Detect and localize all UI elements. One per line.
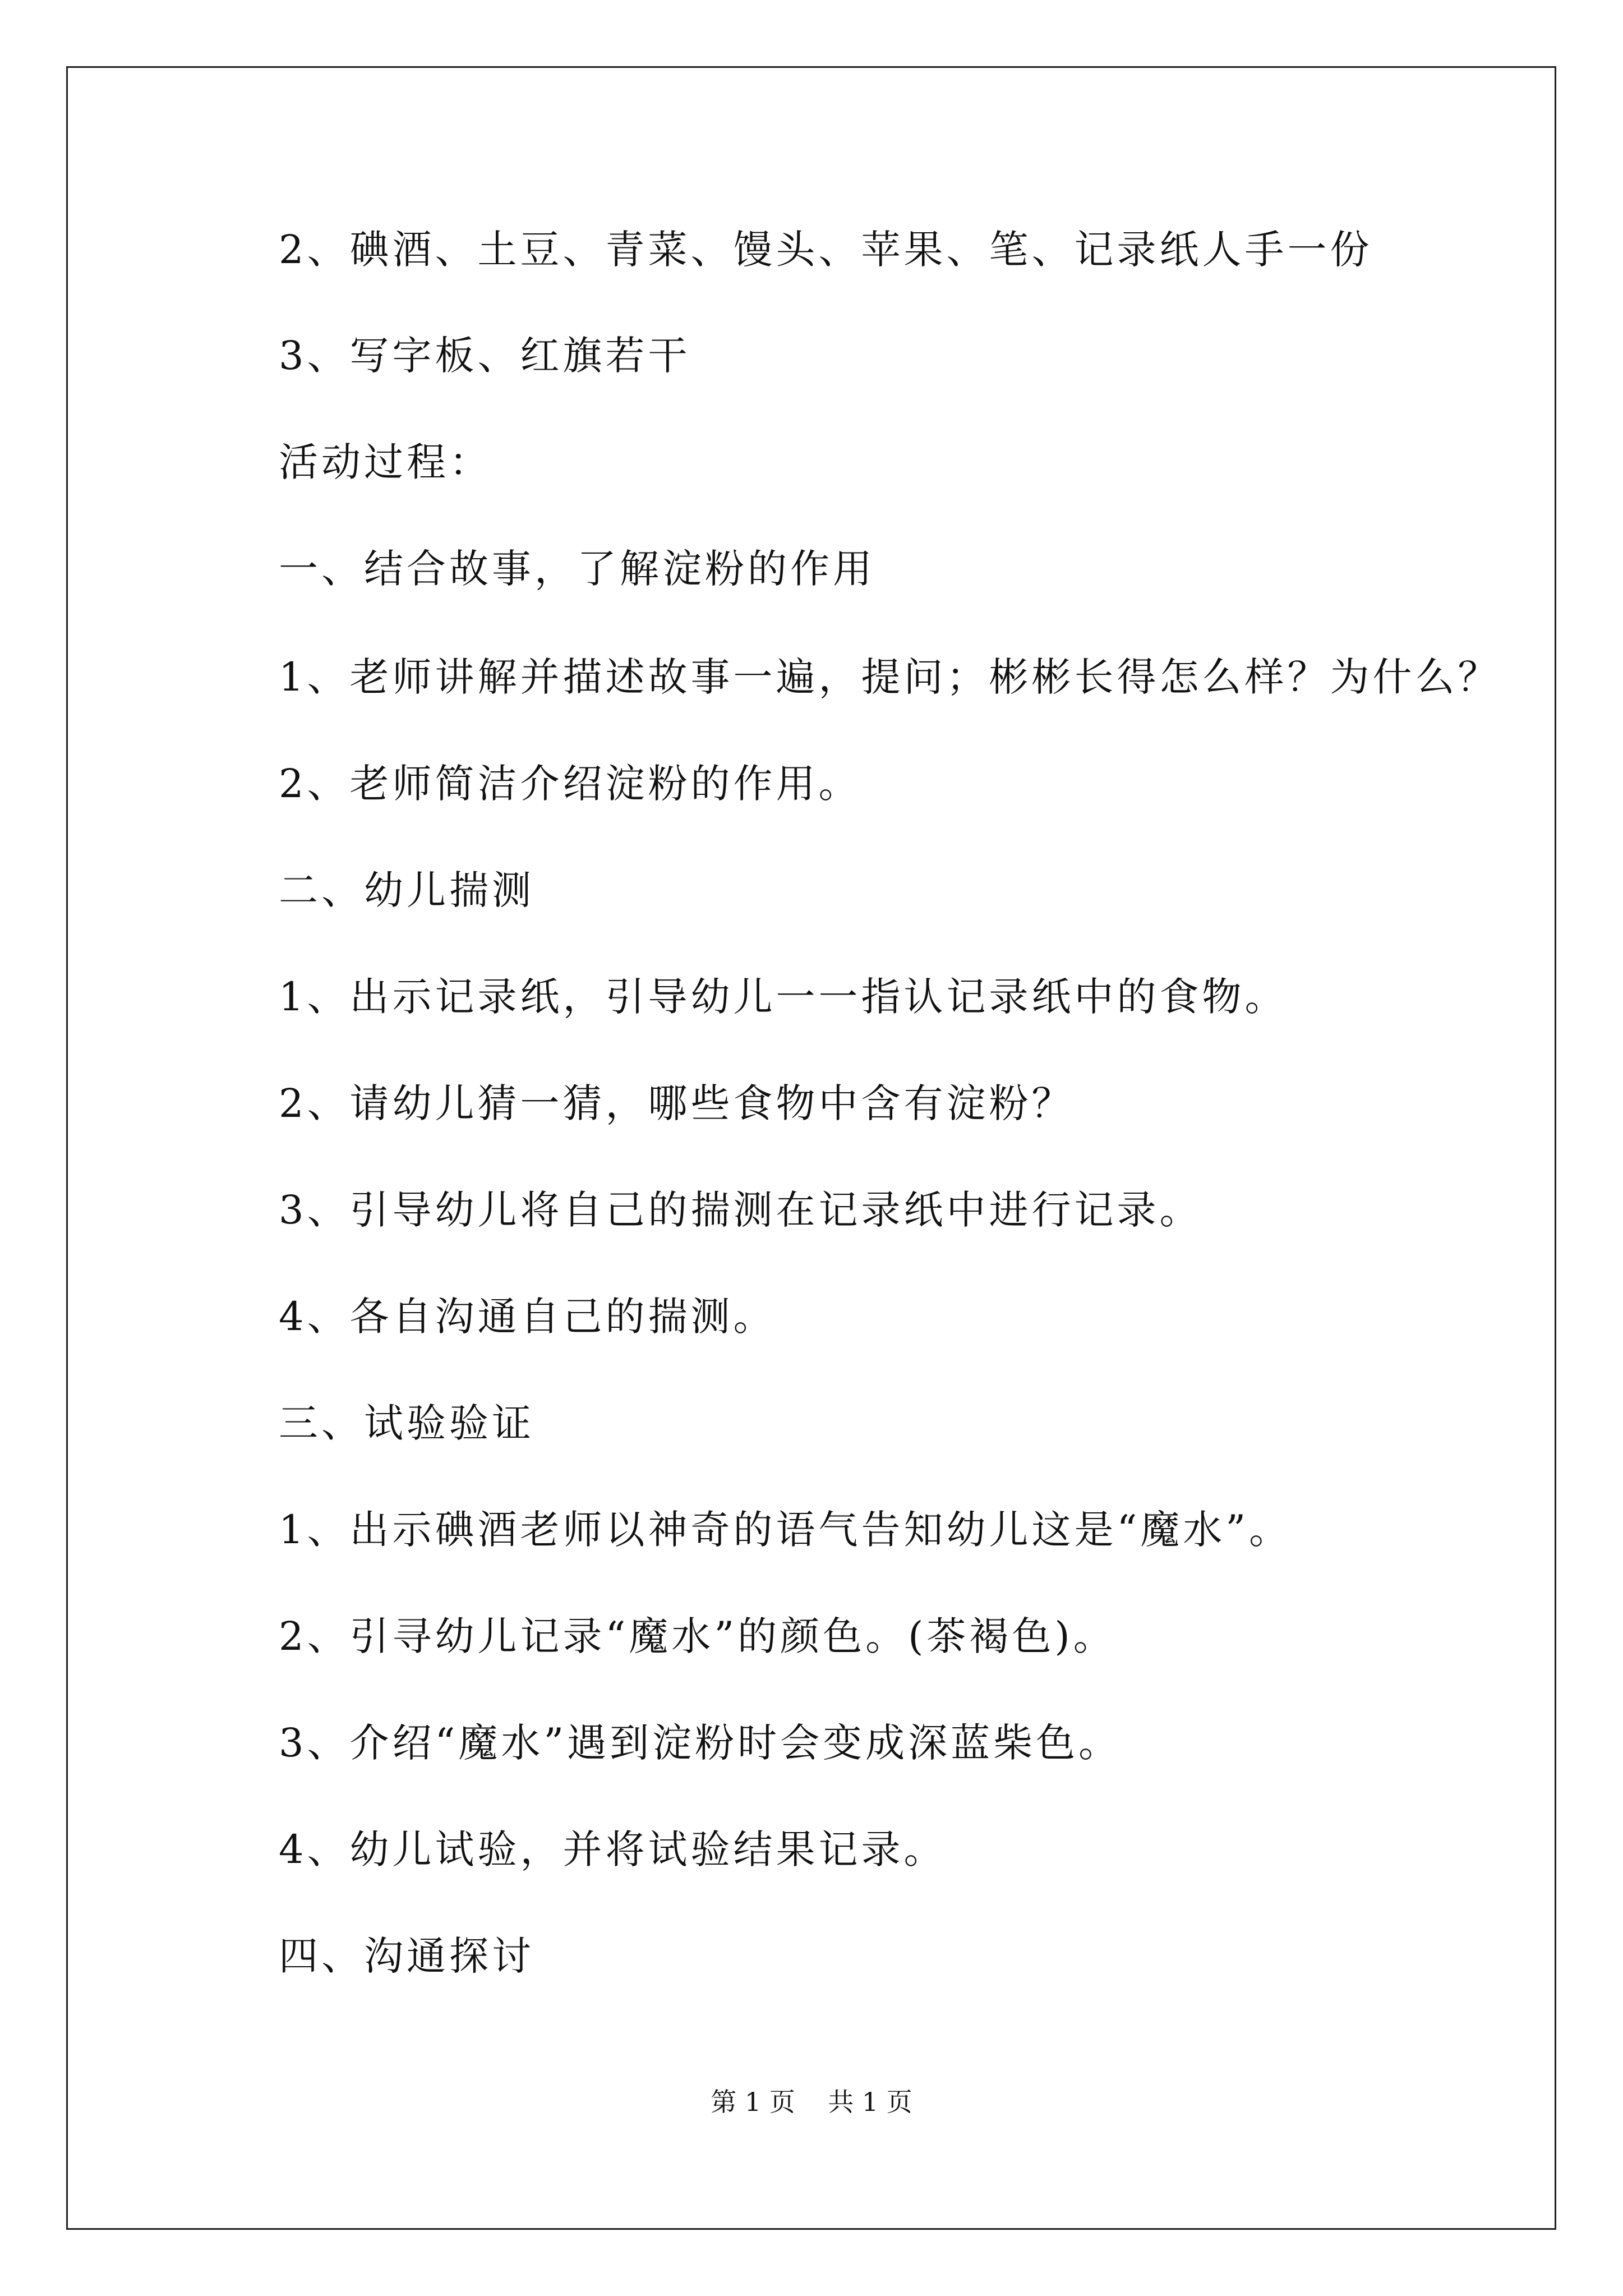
section-heading: 四、沟通探讨: [279, 1933, 534, 1979]
text-line: 3、介绍“魔水”遇到淀粉时会变成深蓝柴色。: [279, 1720, 1122, 1766]
section-heading: 三、试验验证: [279, 1400, 534, 1446]
section-heading: 一、结合故事，了解淀粉的作用: [279, 546, 875, 592]
text-line: 2、请幼儿猜一猜，哪些食物中含有淀粉？: [279, 1080, 1075, 1126]
text-line: 2、老师简洁介绍淀粉的作用。: [279, 761, 861, 807]
text-line: 1、出示碘酒老师以神奇的语气告知幼儿这是“魔水”。: [279, 1507, 1292, 1553]
page-number-footer: 第 1 页 共 1 页: [711, 2087, 912, 2117]
text-line: 2、引寻幼儿记录“魔水”的颜色。(茶褐色)。: [279, 1613, 1116, 1659]
text-line: 3、写字板、红旗若干: [279, 333, 691, 379]
text-line: 3、引导幼儿将自己的揣测在记录纸中进行记录。: [279, 1187, 1202, 1233]
section-label: 活动过程：: [279, 439, 492, 485]
section-heading: 二、幼儿揣测: [279, 867, 534, 913]
page-border: [66, 66, 1556, 2230]
text-line: 1、老师讲解并描述故事一遍，提问；彬彬长得怎么样？为什么？: [279, 654, 1501, 700]
text-line: 4、幼儿试验，并将试验结果记录。: [279, 1826, 947, 1872]
text-line: 1、出示记录纸，引导幼儿一一指认记录纸中的食物。: [279, 974, 1288, 1020]
text-line: 4、各自沟通自己的揣测。: [279, 1294, 776, 1340]
text-line: 2、碘酒、土豆、青菜、馒头、苹果、笔、记录纸人手一份: [279, 227, 1373, 273]
